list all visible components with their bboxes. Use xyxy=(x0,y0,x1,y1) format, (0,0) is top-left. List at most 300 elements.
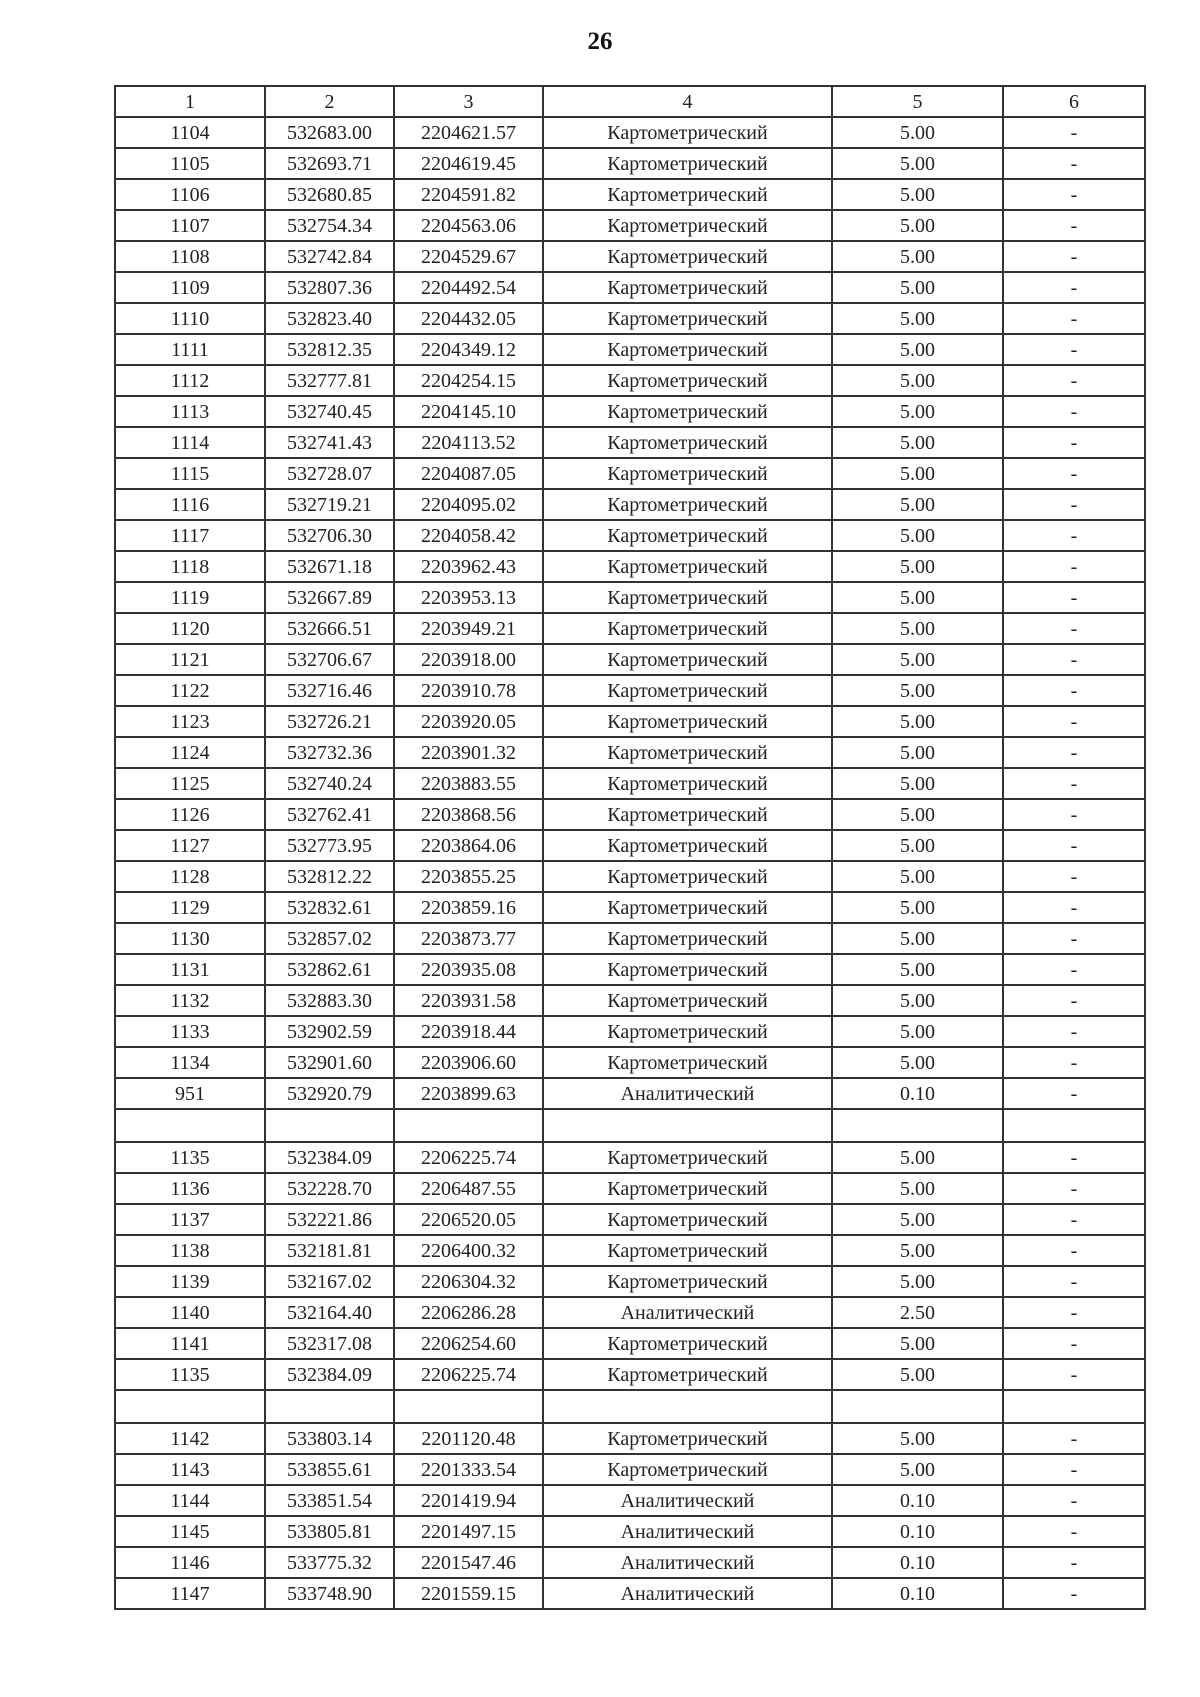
method-cell: Картометрический xyxy=(543,613,832,644)
x-coordinate-cell: 532671.18 xyxy=(265,551,394,582)
column-header: 1 xyxy=(115,86,265,117)
method-cell: Аналитический xyxy=(543,1297,832,1328)
accuracy-cell: 5.00 xyxy=(832,210,1003,241)
table-row xyxy=(115,334,1145,365)
table-row xyxy=(115,148,1145,179)
point-number-cell: 1135 xyxy=(115,1142,265,1173)
table-row xyxy=(115,954,1145,985)
column-header: 3 xyxy=(394,86,543,117)
table-row xyxy=(115,365,1145,396)
point-number-cell: 1109 xyxy=(115,272,265,303)
point-number-cell: 1133 xyxy=(115,1016,265,1047)
note-cell: - xyxy=(1003,210,1145,241)
point-number-cell: 1126 xyxy=(115,799,265,830)
accuracy-cell: 5.00 xyxy=(832,1235,1003,1266)
accuracy-cell: 5.00 xyxy=(832,117,1003,148)
x-coordinate-cell: 532777.81 xyxy=(265,365,394,396)
table-row xyxy=(115,179,1145,210)
y-coordinate-cell: 2203962.43 xyxy=(394,551,543,582)
x-coordinate-cell: 532680.85 xyxy=(265,179,394,210)
x-coordinate-cell xyxy=(265,1109,394,1142)
table-row xyxy=(115,241,1145,272)
table-row xyxy=(115,520,1145,551)
y-coordinate-cell: 2204621.57 xyxy=(394,117,543,148)
method-cell: Картометрический xyxy=(543,675,832,706)
method-cell: Картометрический xyxy=(543,923,832,954)
table-header-row xyxy=(115,86,1145,117)
method-cell: Картометрический xyxy=(543,985,832,1016)
table-row xyxy=(115,1578,1145,1609)
table-row xyxy=(115,1454,1145,1485)
method-cell: Картометрический xyxy=(543,706,832,737)
table-row xyxy=(115,458,1145,489)
table-row xyxy=(115,1142,1145,1173)
table-row xyxy=(115,1547,1145,1578)
point-number-cell: 1107 xyxy=(115,210,265,241)
y-coordinate-cell: 2203920.05 xyxy=(394,706,543,737)
note-cell: - xyxy=(1003,117,1145,148)
note-cell: - xyxy=(1003,272,1145,303)
y-coordinate-cell: 2203918.44 xyxy=(394,1016,543,1047)
accuracy-cell: 5.00 xyxy=(832,1142,1003,1173)
method-cell: Картометрический xyxy=(543,1266,832,1297)
point-number-cell: 1139 xyxy=(115,1266,265,1297)
point-number-cell: 1131 xyxy=(115,954,265,985)
point-number-cell: 1132 xyxy=(115,985,265,1016)
accuracy-cell: 5.00 xyxy=(832,427,1003,458)
x-coordinate-cell: 532221.86 xyxy=(265,1204,394,1235)
point-number-cell xyxy=(115,1109,265,1142)
table-row xyxy=(115,1047,1145,1078)
method-cell: Картометрический xyxy=(543,582,832,613)
point-number-cell: 1140 xyxy=(115,1297,265,1328)
table-row xyxy=(115,768,1145,799)
x-coordinate-cell: 533805.81 xyxy=(265,1516,394,1547)
point-number-cell: 1134 xyxy=(115,1047,265,1078)
x-coordinate-cell: 532832.61 xyxy=(265,892,394,923)
accuracy-cell: 5.00 xyxy=(832,582,1003,613)
table-row xyxy=(115,706,1145,737)
y-coordinate-cell: 2201333.54 xyxy=(394,1454,543,1485)
point-number-cell: 1135 xyxy=(115,1359,265,1390)
table-row xyxy=(115,303,1145,334)
x-coordinate-cell: 532740.45 xyxy=(265,396,394,427)
note-cell: - xyxy=(1003,1297,1145,1328)
point-number-cell: 1117 xyxy=(115,520,265,551)
y-coordinate-cell: 2206304.32 xyxy=(394,1266,543,1297)
accuracy-cell: 0.10 xyxy=(832,1516,1003,1547)
point-number-cell: 1106 xyxy=(115,179,265,210)
x-coordinate-cell: 532883.30 xyxy=(265,985,394,1016)
x-coordinate-cell: 532742.84 xyxy=(265,241,394,272)
accuracy-cell: 5.00 xyxy=(832,675,1003,706)
point-number-cell: 1136 xyxy=(115,1173,265,1204)
point-number-cell: 1144 xyxy=(115,1485,265,1516)
accuracy-cell: 5.00 xyxy=(832,768,1003,799)
table-row xyxy=(115,1359,1145,1390)
method-cell: Картометрический xyxy=(543,1016,832,1047)
x-coordinate-cell: 532683.00 xyxy=(265,117,394,148)
note-cell: - xyxy=(1003,396,1145,427)
accuracy-cell: 5.00 xyxy=(832,892,1003,923)
point-number-cell: 1105 xyxy=(115,148,265,179)
accuracy-cell xyxy=(832,1390,1003,1423)
accuracy-cell: 5.00 xyxy=(832,179,1003,210)
method-cell: Картометрический xyxy=(543,1047,832,1078)
x-coordinate-cell: 532773.95 xyxy=(265,830,394,861)
point-number-cell: 1147 xyxy=(115,1578,265,1609)
note-cell: - xyxy=(1003,892,1145,923)
separator-row xyxy=(115,1390,1145,1423)
x-coordinate-cell: 533748.90 xyxy=(265,1578,394,1609)
y-coordinate-cell: 2203859.16 xyxy=(394,892,543,923)
table-row xyxy=(115,861,1145,892)
y-coordinate-cell: 2204432.05 xyxy=(394,303,543,334)
method-cell: Картометрический xyxy=(543,1454,832,1485)
table-body xyxy=(115,117,1145,1609)
x-coordinate-cell: 532902.59 xyxy=(265,1016,394,1047)
note-cell: - xyxy=(1003,706,1145,737)
note-cell: - xyxy=(1003,985,1145,1016)
note-cell: - xyxy=(1003,148,1145,179)
x-coordinate-cell: 532716.46 xyxy=(265,675,394,706)
method-cell: Картометрический xyxy=(543,861,832,892)
x-coordinate-cell: 532807.36 xyxy=(265,272,394,303)
x-coordinate-cell: 532719.21 xyxy=(265,489,394,520)
note-cell: - xyxy=(1003,365,1145,396)
point-number-cell: 1104 xyxy=(115,117,265,148)
column-header: 6 xyxy=(1003,86,1145,117)
point-number-cell: 1128 xyxy=(115,861,265,892)
y-coordinate-cell: 2204591.82 xyxy=(394,179,543,210)
note-cell: - xyxy=(1003,1235,1145,1266)
y-coordinate-cell: 2206225.74 xyxy=(394,1359,543,1390)
accuracy-cell: 2.50 xyxy=(832,1297,1003,1328)
point-number-cell: 1122 xyxy=(115,675,265,706)
accuracy-cell: 0.10 xyxy=(832,1078,1003,1109)
note-cell: - xyxy=(1003,1359,1145,1390)
note-cell: - xyxy=(1003,1016,1145,1047)
point-number-cell: 1120 xyxy=(115,613,265,644)
accuracy-cell: 0.10 xyxy=(832,1578,1003,1609)
accuracy-cell: 5.00 xyxy=(832,458,1003,489)
y-coordinate-cell: 2203873.77 xyxy=(394,923,543,954)
x-coordinate-cell: 532167.02 xyxy=(265,1266,394,1297)
x-coordinate-cell: 532667.89 xyxy=(265,582,394,613)
method-cell: Картометрический xyxy=(543,365,832,396)
y-coordinate-cell: 2201120.48 xyxy=(394,1423,543,1454)
x-coordinate-cell: 532754.34 xyxy=(265,210,394,241)
note-cell: - xyxy=(1003,551,1145,582)
x-coordinate-cell xyxy=(265,1390,394,1423)
y-coordinate-cell: 2203953.13 xyxy=(394,582,543,613)
table-row xyxy=(115,1423,1145,1454)
note-cell: - xyxy=(1003,675,1145,706)
x-coordinate-cell: 532706.30 xyxy=(265,520,394,551)
accuracy-cell xyxy=(832,1109,1003,1142)
note-cell: - xyxy=(1003,520,1145,551)
y-coordinate-cell: 2204058.42 xyxy=(394,520,543,551)
y-coordinate-cell: 2203910.78 xyxy=(394,675,543,706)
y-coordinate-cell: 2203868.56 xyxy=(394,799,543,830)
x-coordinate-cell: 532666.51 xyxy=(265,613,394,644)
x-coordinate-cell: 532181.81 xyxy=(265,1235,394,1266)
table-row xyxy=(115,799,1145,830)
x-coordinate-cell: 532812.22 xyxy=(265,861,394,892)
note-cell: - xyxy=(1003,1547,1145,1578)
method-cell: Картометрический xyxy=(543,1142,832,1173)
table-row xyxy=(115,1173,1145,1204)
note-cell: - xyxy=(1003,1047,1145,1078)
x-coordinate-cell: 532741.43 xyxy=(265,427,394,458)
table-row xyxy=(115,1204,1145,1235)
accuracy-cell: 5.00 xyxy=(832,303,1003,334)
y-coordinate-cell: 2206520.05 xyxy=(394,1204,543,1235)
method-cell: Аналитический xyxy=(543,1547,832,1578)
accuracy-cell: 5.00 xyxy=(832,1328,1003,1359)
note-cell: - xyxy=(1003,830,1145,861)
y-coordinate-cell: 2201547.46 xyxy=(394,1547,543,1578)
note-cell: - xyxy=(1003,1516,1145,1547)
table-row xyxy=(115,489,1145,520)
accuracy-cell: 5.00 xyxy=(832,1047,1003,1078)
point-number-cell xyxy=(115,1390,265,1423)
accuracy-cell: 5.00 xyxy=(832,1266,1003,1297)
point-number-cell: 1142 xyxy=(115,1423,265,1454)
point-number-cell: 1145 xyxy=(115,1516,265,1547)
accuracy-cell: 5.00 xyxy=(832,1454,1003,1485)
point-number-cell: 1118 xyxy=(115,551,265,582)
accuracy-cell: 5.00 xyxy=(832,737,1003,768)
point-number-cell: 951 xyxy=(115,1078,265,1109)
accuracy-cell: 5.00 xyxy=(832,1359,1003,1390)
x-coordinate-cell: 532812.35 xyxy=(265,334,394,365)
table-row xyxy=(115,985,1145,1016)
point-number-cell: 1116 xyxy=(115,489,265,520)
method-cell: Картометрический xyxy=(543,427,832,458)
point-number-cell: 1137 xyxy=(115,1204,265,1235)
accuracy-cell: 5.00 xyxy=(832,1016,1003,1047)
note-cell: - xyxy=(1003,458,1145,489)
table-row xyxy=(115,210,1145,241)
method-cell: Картометрический xyxy=(543,799,832,830)
table-row xyxy=(115,644,1145,675)
point-number-cell: 1115 xyxy=(115,458,265,489)
accuracy-cell: 5.00 xyxy=(832,861,1003,892)
accuracy-cell: 5.00 xyxy=(832,396,1003,427)
table-row xyxy=(115,1297,1145,1328)
y-coordinate-cell: 2206225.74 xyxy=(394,1142,543,1173)
y-coordinate-cell: 2204563.06 xyxy=(394,210,543,241)
x-coordinate-cell: 533775.32 xyxy=(265,1547,394,1578)
x-coordinate-cell: 533855.61 xyxy=(265,1454,394,1485)
y-coordinate-cell: 2201419.94 xyxy=(394,1485,543,1516)
method-cell: Картометрический xyxy=(543,458,832,489)
method-cell: Картометрический xyxy=(543,241,832,272)
y-coordinate-cell: 2203918.00 xyxy=(394,644,543,675)
y-coordinate-cell: 2206286.28 xyxy=(394,1297,543,1328)
note-cell: - xyxy=(1003,241,1145,272)
x-coordinate-cell: 532384.09 xyxy=(265,1142,394,1173)
note-cell: - xyxy=(1003,923,1145,954)
point-number-cell: 1124 xyxy=(115,737,265,768)
x-coordinate-cell: 533803.14 xyxy=(265,1423,394,1454)
y-coordinate-cell: 2203931.58 xyxy=(394,985,543,1016)
note-cell: - xyxy=(1003,1423,1145,1454)
method-cell xyxy=(543,1109,832,1142)
table-row xyxy=(115,1516,1145,1547)
y-coordinate-cell: 2203906.60 xyxy=(394,1047,543,1078)
y-coordinate-cell xyxy=(394,1390,543,1423)
x-coordinate-cell: 532728.07 xyxy=(265,458,394,489)
y-coordinate-cell: 2203901.32 xyxy=(394,737,543,768)
note-cell: - xyxy=(1003,1142,1145,1173)
x-coordinate-cell: 532706.67 xyxy=(265,644,394,675)
point-number-cell: 1119 xyxy=(115,582,265,613)
point-number-cell: 1112 xyxy=(115,365,265,396)
y-coordinate-cell: 2204492.54 xyxy=(394,272,543,303)
accuracy-cell: 5.00 xyxy=(832,954,1003,985)
table-row xyxy=(115,1235,1145,1266)
separator-row xyxy=(115,1109,1145,1142)
note-cell: - xyxy=(1003,1454,1145,1485)
table-row xyxy=(115,117,1145,148)
x-coordinate-cell: 532857.02 xyxy=(265,923,394,954)
table-row xyxy=(115,582,1145,613)
point-number-cell: 1138 xyxy=(115,1235,265,1266)
method-cell: Аналитический xyxy=(543,1516,832,1547)
table-row xyxy=(115,396,1145,427)
accuracy-cell: 5.00 xyxy=(832,489,1003,520)
method-cell: Картометрический xyxy=(543,892,832,923)
note-cell: - xyxy=(1003,179,1145,210)
method-cell: Картометрический xyxy=(543,334,832,365)
y-coordinate-cell: 2204349.12 xyxy=(394,334,543,365)
y-coordinate-cell: 2204145.10 xyxy=(394,396,543,427)
note-cell: - xyxy=(1003,613,1145,644)
accuracy-cell: 5.00 xyxy=(832,365,1003,396)
y-coordinate-cell: 2203899.63 xyxy=(394,1078,543,1109)
y-coordinate-cell: 2204087.05 xyxy=(394,458,543,489)
method-cell: Картометрический xyxy=(543,768,832,799)
table-row xyxy=(115,1016,1145,1047)
point-number-cell: 1108 xyxy=(115,241,265,272)
x-coordinate-cell: 532901.60 xyxy=(265,1047,394,1078)
method-cell xyxy=(543,1390,832,1423)
method-cell: Картометрический xyxy=(543,1235,832,1266)
x-coordinate-cell: 532164.40 xyxy=(265,1297,394,1328)
note-cell: - xyxy=(1003,1204,1145,1235)
accuracy-cell: 5.00 xyxy=(832,520,1003,551)
table-row xyxy=(115,923,1145,954)
y-coordinate-cell: 2204529.67 xyxy=(394,241,543,272)
method-cell: Картометрический xyxy=(543,396,832,427)
note-cell: - xyxy=(1003,427,1145,458)
table-row xyxy=(115,675,1145,706)
method-cell: Картометрический xyxy=(543,644,832,675)
y-coordinate-cell: 2204113.52 xyxy=(394,427,543,458)
point-number-cell: 1129 xyxy=(115,892,265,923)
column-header: 2 xyxy=(265,86,394,117)
y-coordinate-cell: 2203864.06 xyxy=(394,830,543,861)
table-row xyxy=(115,427,1145,458)
method-cell: Картометрический xyxy=(543,1204,832,1235)
accuracy-cell: 5.00 xyxy=(832,644,1003,675)
note-cell: - xyxy=(1003,489,1145,520)
accuracy-cell: 5.00 xyxy=(832,241,1003,272)
note-cell: - xyxy=(1003,303,1145,334)
point-number-cell: 1141 xyxy=(115,1328,265,1359)
x-coordinate-cell: 532726.21 xyxy=(265,706,394,737)
y-coordinate-cell: 2201559.15 xyxy=(394,1578,543,1609)
x-coordinate-cell: 532740.24 xyxy=(265,768,394,799)
point-number-cell: 1127 xyxy=(115,830,265,861)
note-cell: - xyxy=(1003,1266,1145,1297)
coordinates-table xyxy=(114,85,1146,1610)
point-number-cell: 1123 xyxy=(115,706,265,737)
x-coordinate-cell: 532762.41 xyxy=(265,799,394,830)
point-number-cell: 1125 xyxy=(115,768,265,799)
note-cell xyxy=(1003,1390,1145,1423)
point-number-cell: 1110 xyxy=(115,303,265,334)
x-coordinate-cell: 533851.54 xyxy=(265,1485,394,1516)
accuracy-cell: 0.10 xyxy=(832,1485,1003,1516)
note-cell: - xyxy=(1003,1578,1145,1609)
accuracy-cell: 5.00 xyxy=(832,551,1003,582)
note-cell: - xyxy=(1003,1078,1145,1109)
method-cell: Картометрический xyxy=(543,1173,832,1204)
column-header: 5 xyxy=(832,86,1003,117)
note-cell: - xyxy=(1003,954,1145,985)
y-coordinate-cell: 2203883.55 xyxy=(394,768,543,799)
note-cell: - xyxy=(1003,737,1145,768)
accuracy-cell: 5.00 xyxy=(832,799,1003,830)
x-coordinate-cell: 532228.70 xyxy=(265,1173,394,1204)
y-coordinate-cell: 2204095.02 xyxy=(394,489,543,520)
note-cell: - xyxy=(1003,1328,1145,1359)
accuracy-cell: 5.00 xyxy=(832,830,1003,861)
method-cell: Картометрический xyxy=(543,1328,832,1359)
column-header: 4 xyxy=(543,86,832,117)
accuracy-cell: 5.00 xyxy=(832,272,1003,303)
table-row xyxy=(115,1078,1145,1109)
method-cell: Картометрический xyxy=(543,489,832,520)
note-cell: - xyxy=(1003,334,1145,365)
accuracy-cell: 5.00 xyxy=(832,334,1003,365)
accuracy-cell: 5.00 xyxy=(832,613,1003,644)
table-row xyxy=(115,1328,1145,1359)
method-cell: Аналитический xyxy=(543,1078,832,1109)
table-row xyxy=(115,551,1145,582)
note-cell: - xyxy=(1003,799,1145,830)
method-cell: Картометрический xyxy=(543,179,832,210)
note-cell: - xyxy=(1003,768,1145,799)
table-row xyxy=(115,1266,1145,1297)
accuracy-cell: 5.00 xyxy=(832,706,1003,737)
accuracy-cell: 5.00 xyxy=(832,1204,1003,1235)
table-row xyxy=(115,1485,1145,1516)
table-row xyxy=(115,613,1145,644)
note-cell xyxy=(1003,1109,1145,1142)
x-coordinate-cell: 532920.79 xyxy=(265,1078,394,1109)
method-cell: Аналитический xyxy=(543,1485,832,1516)
method-cell: Картометрический xyxy=(543,303,832,334)
x-coordinate-cell: 532732.36 xyxy=(265,737,394,768)
method-cell: Картометрический xyxy=(543,830,832,861)
point-number-cell: 1130 xyxy=(115,923,265,954)
point-number-cell: 1114 xyxy=(115,427,265,458)
accuracy-cell: 5.00 xyxy=(832,1423,1003,1454)
